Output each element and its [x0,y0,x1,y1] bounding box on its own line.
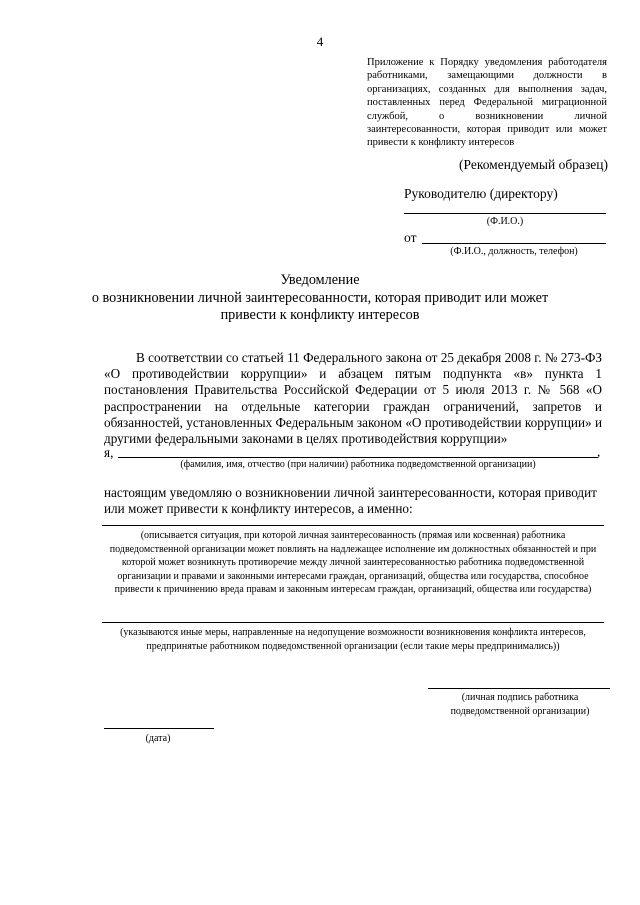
body-paragraph-text: В соответствии со статьей 11 Федерального закона от 25 декабря 2008 г. № 273-ФЗ «О противодействии коррупции» и абзацем пятым подпункта «в» пункта 1 постановления Правительства Российской Федерации от 5 июля 2013 г. № 568 «О распространении на отдельные категории граждан ограничений, запретов и обязанностей, установленных Федеральным законом «О противодействии коррупции» и другими федеральными законами в целях противодействия коррупции» [104,350,602,447]
title-line-2: о возникновении личной заинтересованности, которая приводит или может [91,289,549,306]
notify-text: настоящим уведомляю о возникновении личной заинтересованности, которая приводит или может привести к конфликту интересов, а именно: [104,485,597,517]
measures-line [102,622,604,623]
document-title [0,272,640,325]
date-caption: (дата) [145,733,171,744]
signature-line [428,688,610,689]
situation-caption: (описывается ситуация, при которой личная заинтересованность (прямая или косвенная) работника подведомственной организации может повлиять на надлежащее исполнение им должностных обязанностей и при которой может возникнуть противоречие между личной заинтересованностью работника подведомственной организации и правами и законными интересами граждан, организаций, общества или государства, способное привести к причинению вреда правам и законным интересам граждан, организаций, общества или государства) [109,530,597,595]
from-caption: (Ф.И.О., должность, телефон) [450,246,578,257]
employee-fio-caption: (фамилия, имя, отчество (при наличии) работника подведомственной организации) [180,459,536,470]
ya-label: я, [104,445,114,460]
title-line-1: Уведомление [280,272,360,288]
from-line [422,243,606,244]
fio-line [404,213,606,214]
signature-caption: (личная подпись работника подведомственной организации) [450,692,590,717]
date-line [104,728,214,729]
from-label: от [404,230,417,245]
addressee-head: Руководителю (директору) [404,186,558,201]
body-paragraph [104,350,602,447]
situation-line [102,525,604,526]
fio-employee-line [118,457,598,458]
title-line-3: привести к конфликту интересов [220,307,420,323]
fio-caption: (Ф.И.О.) [486,216,524,227]
measures-caption: (указываются иные меры, направленные на недопущение возможности возникновения конфликта интересов, предпринятые работником подведомственной организации (если такие меры предпринимались)) [120,627,586,652]
page-number: 4 [316,34,324,49]
ya-comma: , [597,444,601,459]
appendix-note: Приложение к Порядку уведомления работодателя работниками, замещающими должности в организациях, созданных для выполнения задач, поставленных перед Федеральной миграционной службой, о возникновении личной заинтересованности, которая приводит или может привести к конфликту интересов [367,57,607,149]
recommended-sample-label: (Рекомендуемый образец) [459,157,608,172]
